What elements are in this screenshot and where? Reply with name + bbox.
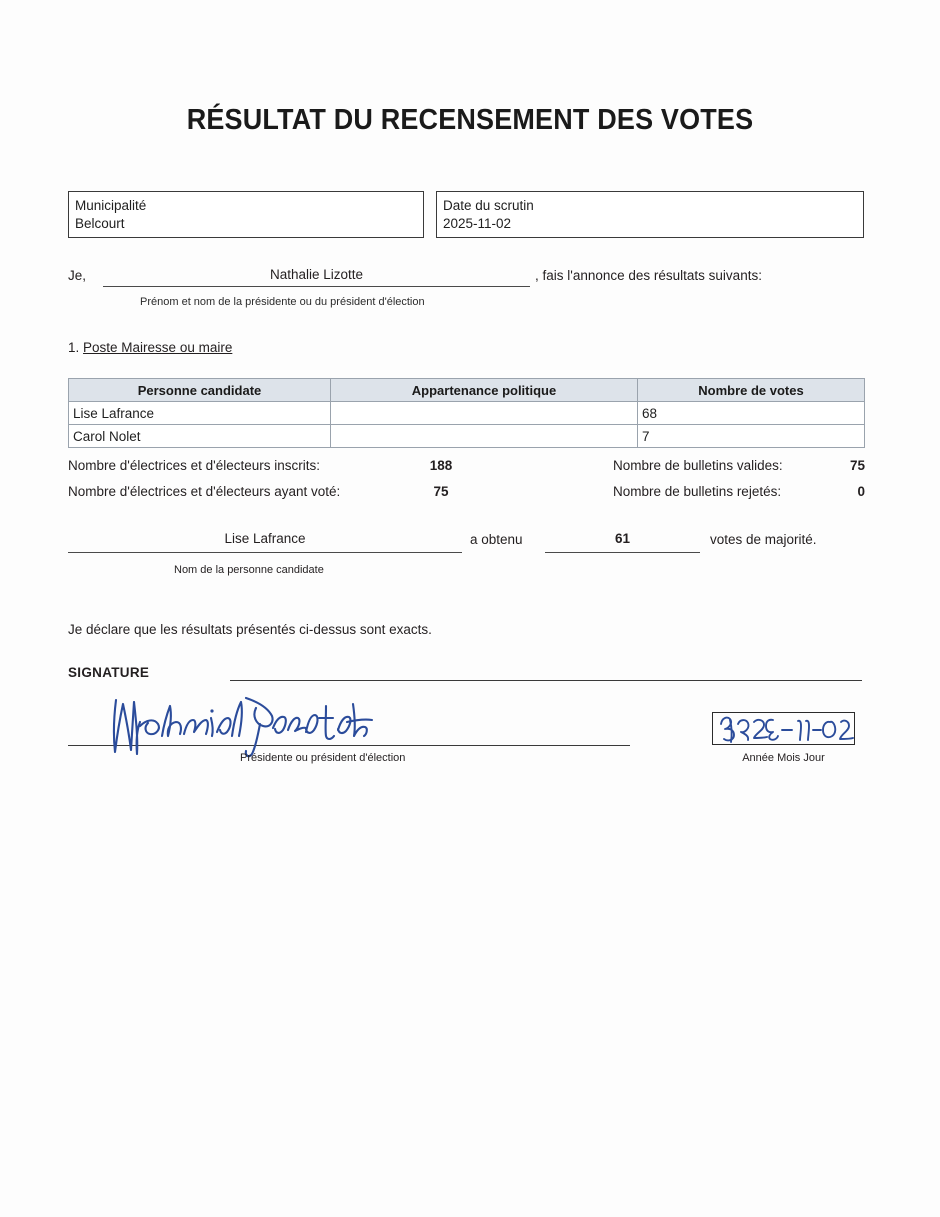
declaration-intro-row [68,267,868,287]
poll-date-value: 2025-11-02 [443,216,512,231]
voters-turnout-value: 75 [433,484,449,499]
column-header-votes: Nombre de votes [638,379,865,402]
section-title: Poste Mairesse ou maire [83,340,233,355]
column-header-party: Appartenance politique [331,379,638,402]
attestation-text: Je déclare que les résultats présentés ci-dessus sont exacts. [68,622,432,637]
signature-rule [68,745,630,746]
handwritten-signature [110,696,410,758]
winner-name-caption: Nom de la personne candidate [174,564,324,576]
obtained-label: a obtenu [470,532,523,547]
municipality-label: Municipalité [75,198,147,213]
official-name-field: Nathalie Lizotte [103,267,530,287]
cell-candidate-name: Lise Lafrance [69,402,331,425]
rejected-ballots-label: Nombre de bulletins rejetés: [613,484,782,499]
signature-top-rule [230,680,862,681]
poll-date-label: Date du scrutin [443,198,534,213]
cell-candidate-party [331,402,638,425]
signature-caption: Présidente ou président d'élection [240,752,406,764]
registered-voters-value: 188 [429,458,453,473]
declaration-suffix: , fais l'annonce des résultats suivants: [535,268,762,283]
majority-tail-label: votes de majorité. [710,532,817,547]
cell-candidate-name: Carol Nolet [69,425,331,448]
statistics-block [0,458,940,510]
statistics-row-second [0,484,940,510]
registered-voters-label: Nombre d'électrices et d'électeurs inscrits: [68,458,320,473]
majority-votes-field: 61 [545,531,700,553]
table-header-row [69,379,865,402]
page-title: RÉSULTAT DU RECENSEMENT DES VOTES [186,104,754,136]
declaration-prefix: Je, [68,268,87,283]
cell-candidate-votes: 7 [638,425,865,448]
cell-candidate-party [331,425,638,448]
signature-label: SIGNATURE [68,665,150,680]
table-row [69,425,865,448]
valid-ballots-value: 75 [849,458,865,473]
statistics-row-first [0,458,940,484]
cell-candidate-votes: 68 [638,402,865,425]
signature-date-caption: Année Mois Jour [742,752,825,764]
voters-turnout-label: Nombre d'électrices et d'électeurs ayant voté: [68,484,341,499]
column-header-candidate: Personne candidate [69,379,331,402]
majority-row [0,531,940,571]
section-number: 1. [68,340,80,355]
official-name-caption: Prénom et nom de la présidente ou du président d'élection [140,296,425,308]
results-table [68,378,865,448]
signature-date-box [712,712,855,745]
winner-name-field: Lise Lafrance [68,531,462,553]
municipality-box [68,191,424,238]
valid-ballots-label: Nombre de bulletins valides: [613,458,783,473]
section-heading [68,340,232,355]
poll-date-box [436,191,864,238]
rejected-ballots-value: 0 [857,484,865,499]
table-row [69,402,865,425]
municipality-value: Belcourt [75,216,125,231]
